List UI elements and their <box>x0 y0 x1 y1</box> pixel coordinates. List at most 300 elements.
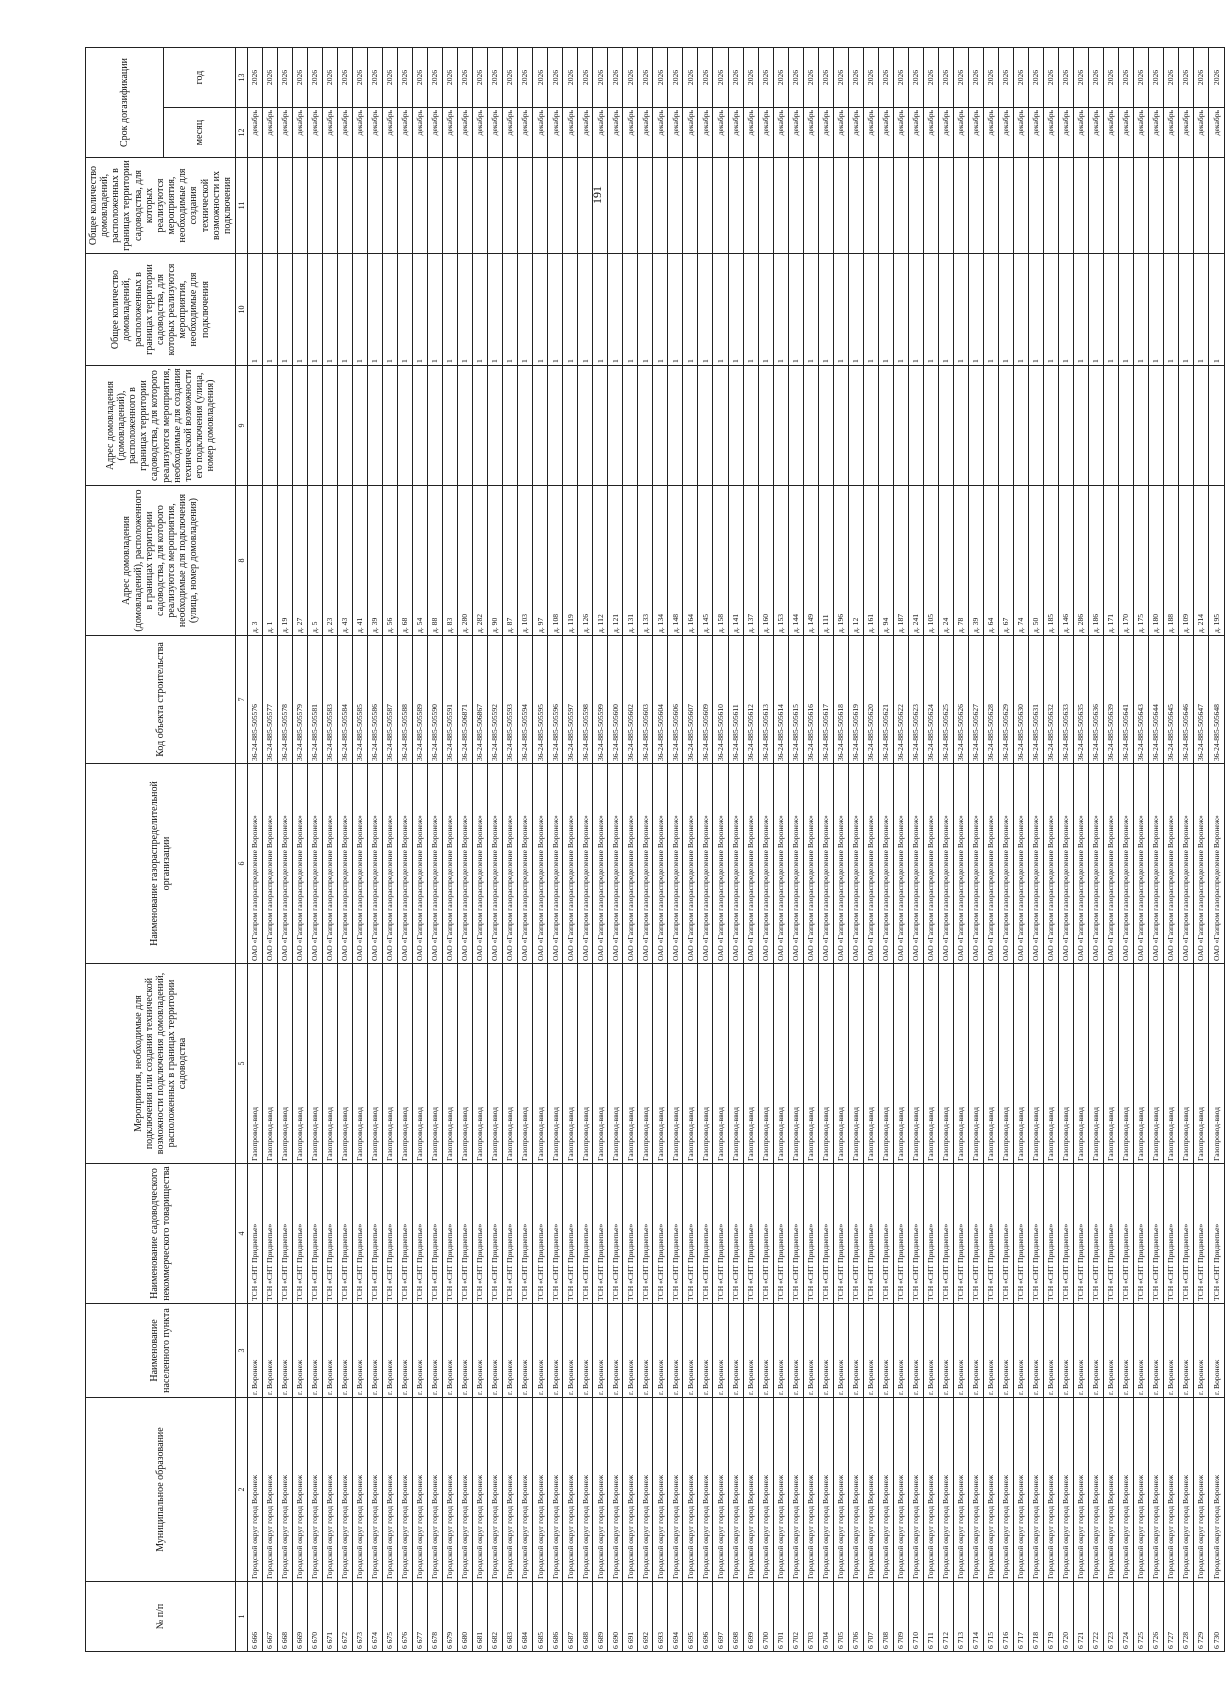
table-row <box>278 48 293 1652</box>
municipality-cell: Городской округ город Воронеж <box>683 1398 698 1582</box>
table-row <box>1013 48 1028 1652</box>
deadline-month-cell: декабрь <box>428 108 443 158</box>
count-capacity-cell <box>758 158 773 254</box>
gas-org-cell: ОАО «Газпром газораспределение Воронеж» <box>983 764 998 964</box>
snt-name-cell: ТСН «СНТ Приднепье» <box>998 1164 1013 1304</box>
gas-org-cell: ОАО «Газпром газораспределение Воронеж» <box>503 764 518 964</box>
header-deadline: Срок догазификации <box>86 48 164 158</box>
address-capacity-cell <box>908 366 923 486</box>
municipality-cell: Городской округ город Воронеж <box>1013 1398 1028 1582</box>
table-row <box>248 48 263 1652</box>
settlement-cell: г. Воронеж <box>1073 1304 1088 1398</box>
snt-name-cell: ТСН «СНТ Приднепье» <box>1148 1164 1163 1304</box>
deadline-year-cell: 2026 <box>818 48 833 108</box>
row-number-cell: 6 666 <box>248 1582 263 1652</box>
address-connection-cell: д. 149 <box>803 486 818 636</box>
deadline-year-cell: 2026 <box>278 48 293 108</box>
municipality-cell: Городской округ город Воронеж <box>428 1398 443 1582</box>
settlement-cell: г. Воронеж <box>878 1304 893 1398</box>
row-number-cell: 6 729 <box>1193 1582 1208 1652</box>
gas-org-cell: ОАО «Газпром газораспределение Воронеж» <box>758 764 773 964</box>
gas-org-cell: ОАО «Газпром газораспределение Воронеж» <box>398 764 413 964</box>
settlement-cell: г. Воронеж <box>983 1304 998 1398</box>
address-capacity-cell <box>743 366 758 486</box>
object-code-cell: 36-24-885-505641 <box>1118 636 1133 764</box>
deadline-year-cell: 2026 <box>893 48 908 108</box>
address-connection-cell: д. 119 <box>563 486 578 636</box>
snt-name-cell: ТСН «СНТ Приднепье» <box>533 1164 548 1304</box>
gas-org-cell: ОАО «Газпром газораспределение Воронеж» <box>1193 764 1208 964</box>
deadline-month-cell: декабрь <box>533 108 548 158</box>
deadline-year-cell: 2026 <box>308 48 323 108</box>
measure-cell: Газопровод-ввод <box>608 964 623 1164</box>
object-code-cell: 36-24-885-505618 <box>833 636 848 764</box>
count-capacity-cell <box>473 158 488 254</box>
deadline-month-cell: декабрь <box>1088 108 1103 158</box>
address-capacity-cell <box>1178 366 1193 486</box>
table-row <box>338 48 353 1652</box>
table-row <box>578 48 593 1652</box>
deadline-year-cell: 2026 <box>593 48 608 108</box>
address-capacity-cell <box>773 366 788 486</box>
deadline-year-cell: 2026 <box>728 48 743 108</box>
snt-name-cell: ТСН «СНТ Приднепье» <box>848 1164 863 1304</box>
row-number-cell: 6 714 <box>968 1582 983 1652</box>
count-capacity-cell <box>863 158 878 254</box>
address-capacity-cell <box>503 366 518 486</box>
column-number: 5 <box>236 964 248 1164</box>
object-code-cell: 36-24-885-505628 <box>983 636 998 764</box>
count-capacity-cell <box>353 158 368 254</box>
object-code-cell: 36-24-885-505599 <box>593 636 608 764</box>
deadline-month-cell: декабрь <box>878 108 893 158</box>
table-row <box>488 48 503 1652</box>
object-code-cell: 36-24-885-505623 <box>908 636 923 764</box>
gas-org-cell: ОАО «Газпром газораспределение Воронеж» <box>953 764 968 964</box>
count-connection-cell: 1 <box>308 254 323 366</box>
address-capacity-cell <box>398 366 413 486</box>
address-connection-cell: д. 43 <box>338 486 353 636</box>
deadline-month-cell: декабрь <box>1163 108 1178 158</box>
gas-org-cell: ОАО «Газпром газораспределение Воронеж» <box>563 764 578 964</box>
settlement-cell: г. Воронеж <box>698 1304 713 1398</box>
settlement-cell: г. Воронеж <box>308 1304 323 1398</box>
gas-org-cell: ОАО «Газпром газораспределение Воронеж» <box>653 764 668 964</box>
municipality-cell: Городской округ город Воронеж <box>1103 1398 1118 1582</box>
address-capacity-cell <box>1058 366 1073 486</box>
count-capacity-cell <box>518 158 533 254</box>
municipality-cell: Городской округ город Воронеж <box>788 1398 803 1582</box>
count-connection-cell: 1 <box>593 254 608 366</box>
settlement-cell: г. Воронеж <box>938 1304 953 1398</box>
header-count-connection: Общее количество домовладений, расположенных в границах территории садоводства, для которых реализуются мероприятия, необходимые для подключения <box>86 254 236 366</box>
settlement-cell: г. Воронеж <box>368 1304 383 1398</box>
row-number-cell: 6 712 <box>938 1582 953 1652</box>
count-capacity-cell <box>308 158 323 254</box>
row-number-cell: 6 702 <box>788 1582 803 1652</box>
settlement-cell: г. Воронеж <box>443 1304 458 1398</box>
deadline-year-cell: 2026 <box>1193 48 1208 108</box>
count-connection-cell: 1 <box>488 254 503 366</box>
count-capacity-cell <box>263 158 278 254</box>
municipality-cell: Городской округ город Воронеж <box>578 1398 593 1582</box>
count-capacity-cell <box>1163 158 1178 254</box>
table-row <box>413 48 428 1652</box>
deadline-month-cell: декабрь <box>803 108 818 158</box>
snt-name-cell: ТСН «СНТ Приднепье» <box>893 1164 908 1304</box>
count-connection-cell: 1 <box>968 254 983 366</box>
row-number-cell: 6 711 <box>923 1582 938 1652</box>
address-connection-cell: д. 87 <box>503 486 518 636</box>
measure-cell: Газопровод-ввод <box>1058 964 1073 1164</box>
municipality-cell: Городской округ город Воронеж <box>398 1398 413 1582</box>
address-capacity-cell <box>713 366 728 486</box>
deadline-year-cell: 2026 <box>608 48 623 108</box>
address-connection-cell: д. 88 <box>428 486 443 636</box>
deadline-month-cell: декабрь <box>503 108 518 158</box>
address-capacity-cell <box>698 366 713 486</box>
object-code-cell: 36-24-885-505587 <box>383 636 398 764</box>
deadline-month-cell: декабрь <box>398 108 413 158</box>
municipality-cell: Городской округ город Воронеж <box>773 1398 788 1582</box>
row-number-cell: 6 723 <box>1103 1582 1118 1652</box>
snt-name-cell: ТСН «СНТ Приднепье» <box>803 1164 818 1304</box>
column-number: 4 <box>236 1164 248 1304</box>
snt-name-cell: ТСН «СНТ Приднепье» <box>278 1164 293 1304</box>
count-capacity-cell <box>608 158 623 254</box>
count-capacity-cell <box>398 158 413 254</box>
municipality-cell: Городской округ город Воронеж <box>1043 1398 1058 1582</box>
address-capacity-cell <box>1043 366 1058 486</box>
count-capacity-cell <box>743 158 758 254</box>
count-connection-cell: 1 <box>713 254 728 366</box>
snt-name-cell: ТСН «СНТ Приднепье» <box>1028 1164 1043 1304</box>
count-capacity-cell <box>548 158 563 254</box>
address-capacity-cell <box>443 366 458 486</box>
address-connection-cell: д. 108 <box>548 486 563 636</box>
deadline-month-cell: декабрь <box>1028 108 1043 158</box>
measure-cell: Газопровод-ввод <box>1013 964 1028 1164</box>
count-capacity-cell <box>293 158 308 254</box>
count-connection-cell: 1 <box>1133 254 1148 366</box>
settlement-cell: г. Воронеж <box>413 1304 428 1398</box>
table-row <box>1163 48 1178 1652</box>
address-capacity-cell <box>758 366 773 486</box>
object-code-cell: 36-24-885-505581 <box>308 636 323 764</box>
deadline-month-cell: декабрь <box>773 108 788 158</box>
address-capacity-cell <box>488 366 503 486</box>
measure-cell: Газопровод-ввод <box>908 964 923 1164</box>
address-connection-cell: д. 111 <box>818 486 833 636</box>
column-number: 3 <box>236 1304 248 1398</box>
address-connection-cell: д. 105 <box>923 486 938 636</box>
table-row <box>863 48 878 1652</box>
gas-org-cell: ОАО «Газпром газораспределение Воронеж» <box>368 764 383 964</box>
deadline-year-cell: 2026 <box>773 48 788 108</box>
snt-name-cell: ТСН «СНТ Приднепье» <box>353 1164 368 1304</box>
count-connection-cell: 1 <box>1028 254 1043 366</box>
settlement-cell: г. Воронеж <box>1209 1304 1225 1398</box>
count-capacity-cell <box>1073 158 1088 254</box>
measure-cell: Газопровод-ввод <box>1103 964 1118 1164</box>
address-connection-cell: д. 134 <box>653 486 668 636</box>
measure-cell: Газопровод-ввод <box>533 964 548 1164</box>
deadline-year-cell: 2026 <box>458 48 473 108</box>
deadline-month-cell: декабрь <box>653 108 668 158</box>
gas-org-cell: ОАО «Газпром газораспределение Воронеж» <box>998 764 1013 964</box>
table-row <box>473 48 488 1652</box>
address-connection-cell: д. 56 <box>383 486 398 636</box>
table-row <box>713 48 728 1652</box>
object-code-cell: 36-24-885-505621 <box>878 636 893 764</box>
object-code-cell: 36-24-885-505586 <box>368 636 383 764</box>
row-number-cell: 6 695 <box>683 1582 698 1652</box>
municipality-cell: Городской округ город Воронеж <box>653 1398 668 1582</box>
deadline-year-cell: 2026 <box>338 48 353 108</box>
address-capacity-cell <box>278 366 293 486</box>
count-connection-cell: 1 <box>683 254 698 366</box>
count-connection-cell: 1 <box>368 254 383 366</box>
address-capacity-cell <box>428 366 443 486</box>
row-number-cell: 6 704 <box>818 1582 833 1652</box>
row-number-cell: 6 670 <box>308 1582 323 1652</box>
address-capacity-cell <box>653 366 668 486</box>
object-code-cell: 36-24-885-505590 <box>428 636 443 764</box>
object-code-cell: 36-24-885-505631 <box>1028 636 1043 764</box>
measure-cell: Газопровод-ввод <box>758 964 773 1164</box>
gas-org-cell: ОАО «Газпром газораспределение Воронеж» <box>908 764 923 964</box>
snt-name-cell: ТСН «СНТ Приднепье» <box>638 1164 653 1304</box>
snt-name-cell: ТСН «СНТ Приднепье» <box>1103 1164 1118 1304</box>
municipality-cell: Городской округ город Воронеж <box>473 1398 488 1582</box>
count-capacity-cell <box>923 158 938 254</box>
deadline-month-cell: декабрь <box>968 108 983 158</box>
count-connection-cell: 1 <box>248 254 263 366</box>
gas-org-cell: ОАО «Газпром газораспределение Воронеж» <box>308 764 323 964</box>
count-connection-cell: 1 <box>833 254 848 366</box>
address-capacity-cell <box>1163 366 1178 486</box>
deadline-month-cell: декабрь <box>1209 108 1225 158</box>
count-connection-cell: 1 <box>428 254 443 366</box>
snt-name-cell: ТСН «СНТ Приднепье» <box>1118 1164 1133 1304</box>
count-connection-cell: 1 <box>263 254 278 366</box>
municipality-cell: Городской округ город Воронеж <box>923 1398 938 1582</box>
row-number-cell: 6 730 <box>1209 1582 1225 1652</box>
measure-cell: Газопровод-ввод <box>818 964 833 1164</box>
column-number: 13 <box>236 48 248 108</box>
address-capacity-cell <box>998 366 1013 486</box>
municipality-cell: Городской округ город Воронеж <box>893 1398 908 1582</box>
gas-org-cell: ОАО «Газпром газораспределение Воронеж» <box>293 764 308 964</box>
measure-cell: Газопровод-ввод <box>878 964 893 1164</box>
deadline-year-cell: 2026 <box>803 48 818 108</box>
address-connection-cell: д. 186 <box>1088 486 1103 636</box>
gas-org-cell: ОАО «Газпром газораспределение Воронеж» <box>1148 764 1163 964</box>
address-connection-cell: д. 196 <box>833 486 848 636</box>
gas-org-cell: ОАО «Газпром газораспределение Воронеж» <box>473 764 488 964</box>
address-capacity-cell <box>638 366 653 486</box>
address-connection-cell: д. 39 <box>368 486 383 636</box>
measure-cell: Газопровод-ввод <box>938 964 953 1164</box>
deadline-year-cell: 2026 <box>353 48 368 108</box>
count-connection-cell: 1 <box>1043 254 1058 366</box>
municipality-cell: Городской округ город Воронеж <box>488 1398 503 1582</box>
snt-name-cell: ТСН «СНТ Приднепье» <box>398 1164 413 1304</box>
municipality-cell: Городской округ город Воронеж <box>1073 1398 1088 1582</box>
object-code-cell: 36-24-885-506871 <box>458 636 473 764</box>
gas-org-cell: ОАО «Газпром газораспределение Воронеж» <box>443 764 458 964</box>
count-connection-cell: 1 <box>743 254 758 366</box>
object-code-cell: 36-24-885-505633 <box>1058 636 1073 764</box>
object-code-cell: 36-24-885-505644 <box>1148 636 1163 764</box>
gas-org-cell: ОАО «Газпром газораспределение Воронеж» <box>1088 764 1103 964</box>
gasification-table <box>85 47 1225 1652</box>
measure-cell: Газопровод-ввод <box>338 964 353 1164</box>
snt-name-cell: ТСН «СНТ Приднепье» <box>1058 1164 1073 1304</box>
row-number-cell: 6 708 <box>878 1582 893 1652</box>
object-code-cell: 36-24-885-505583 <box>323 636 338 764</box>
snt-name-cell: ТСН «СНТ Приднепье» <box>338 1164 353 1304</box>
table-row <box>1148 48 1163 1652</box>
deadline-month-cell: декабрь <box>638 108 653 158</box>
measure-cell: Газопровод-ввод <box>323 964 338 1164</box>
count-capacity-cell <box>1148 158 1163 254</box>
count-connection-cell: 1 <box>413 254 428 366</box>
address-capacity-cell <box>953 366 968 486</box>
count-capacity-cell <box>908 158 923 254</box>
table-row <box>893 48 908 1652</box>
row-number-cell: 6 718 <box>1028 1582 1043 1652</box>
deadline-month-cell: декабрь <box>908 108 923 158</box>
settlement-cell: г. Воронеж <box>323 1304 338 1398</box>
deadline-year-cell: 2026 <box>263 48 278 108</box>
municipality-cell: Городской округ город Воронеж <box>248 1398 263 1582</box>
deadline-year-cell: 2026 <box>758 48 773 108</box>
address-capacity-cell <box>1103 366 1118 486</box>
count-capacity-cell <box>998 158 1013 254</box>
measure-cell: Газопровод-ввод <box>1073 964 1088 1164</box>
count-capacity-cell <box>713 158 728 254</box>
row-number-cell: 6 719 <box>1043 1582 1058 1652</box>
gas-org-cell: ОАО «Газпром газораспределение Воронеж» <box>1118 764 1133 964</box>
table-row <box>503 48 518 1652</box>
count-connection-cell: 1 <box>1103 254 1118 366</box>
deadline-month-cell: декабрь <box>938 108 953 158</box>
deadline-year-cell: 2026 <box>413 48 428 108</box>
address-connection-cell: д. 133 <box>638 486 653 636</box>
municipality-cell: Городской округ город Воронеж <box>728 1398 743 1582</box>
measure-cell: Газопровод-ввод <box>428 964 443 1164</box>
address-connection-cell: д. 241 <box>908 486 923 636</box>
count-connection-cell: 1 <box>818 254 833 366</box>
deadline-year-cell: 2026 <box>1103 48 1118 108</box>
deadline-month-cell: декабрь <box>893 108 908 158</box>
header-settlement: Наименование населенного пункта <box>86 1304 236 1398</box>
gas-org-cell: ОАО «Газпром газораспределение Воронеж» <box>1043 764 1058 964</box>
count-connection-cell: 1 <box>1178 254 1193 366</box>
deadline-month-cell: декабрь <box>953 108 968 158</box>
table-row <box>263 48 278 1652</box>
deadline-month-cell: декабрь <box>998 108 1013 158</box>
measure-cell: Газопровод-ввод <box>953 964 968 1164</box>
row-number-cell: 6 717 <box>1013 1582 1028 1652</box>
object-code-cell: 36-24-885-505576 <box>248 636 263 764</box>
gas-org-cell: ОАО «Газпром газораспределение Воронеж» <box>1103 764 1118 964</box>
measure-cell: Газопровод-ввод <box>743 964 758 1164</box>
row-number-cell: 6 691 <box>623 1582 638 1652</box>
address-capacity-cell <box>788 366 803 486</box>
measure-cell: Газопровод-ввод <box>1118 964 1133 1164</box>
gas-org-cell: ОАО «Газпром газораспределение Воронеж» <box>833 764 848 964</box>
object-code-cell: 36-24-885-505609 <box>698 636 713 764</box>
measure-cell: Газопровод-ввод <box>368 964 383 1164</box>
snt-name-cell: ТСН «СНТ Приднепье» <box>248 1164 263 1304</box>
measure-cell: Газопровод-ввод <box>473 964 488 1164</box>
gas-org-cell: ОАО «Газпром газораспределение Воронеж» <box>383 764 398 964</box>
address-connection-cell: д. 64 <box>983 486 998 636</box>
count-connection-cell: 1 <box>923 254 938 366</box>
deadline-year-cell: 2026 <box>548 48 563 108</box>
deadline-month-cell: декабрь <box>578 108 593 158</box>
address-capacity-cell <box>833 366 848 486</box>
table-row <box>1043 48 1058 1652</box>
deadline-month-cell: декабрь <box>353 108 368 158</box>
address-connection-cell: д. 121 <box>608 486 623 636</box>
column-number: 7 <box>236 636 248 764</box>
municipality-cell: Городской округ город Воронеж <box>638 1398 653 1582</box>
gas-org-cell: ОАО «Газпром газораспределение Воронеж» <box>458 764 473 964</box>
address-connection-cell: д. 67 <box>998 486 1013 636</box>
count-capacity-cell <box>368 158 383 254</box>
row-number-cell: 6 689 <box>593 1582 608 1652</box>
settlement-cell: г. Воронеж <box>1013 1304 1028 1398</box>
deadline-year-cell: 2026 <box>578 48 593 108</box>
address-capacity-cell <box>1073 366 1088 486</box>
count-capacity-cell <box>668 158 683 254</box>
row-number-cell: 6 721 <box>1073 1582 1088 1652</box>
address-capacity-cell <box>473 366 488 486</box>
address-connection-cell: д. 141 <box>728 486 743 636</box>
municipality-cell: Городской округ город Воронеж <box>308 1398 323 1582</box>
table-row <box>1178 48 1193 1652</box>
count-capacity-cell <box>683 158 698 254</box>
count-connection-cell: 1 <box>773 254 788 366</box>
address-connection-cell: д. 164 <box>683 486 698 636</box>
measure-cell: Газопровод-ввод <box>398 964 413 1164</box>
snt-name-cell: ТСН «СНТ Приднепье» <box>668 1164 683 1304</box>
address-capacity-cell <box>968 366 983 486</box>
address-connection-cell: д. 78 <box>953 486 968 636</box>
settlement-cell: г. Воронеж <box>863 1304 878 1398</box>
row-number-cell: 6 676 <box>398 1582 413 1652</box>
address-capacity-cell <box>263 366 278 486</box>
settlement-cell: г. Воронеж <box>1058 1304 1073 1398</box>
measure-cell: Газопровод-ввод <box>923 964 938 1164</box>
address-connection-cell: д. 54 <box>413 486 428 636</box>
municipality-cell: Городской округ город Воронеж <box>938 1398 953 1582</box>
measure-cell: Газопровод-ввод <box>578 964 593 1164</box>
deadline-month-cell: декабрь <box>1058 108 1073 158</box>
gas-org-cell: ОАО «Газпром газораспределение Воронеж» <box>788 764 803 964</box>
table-row <box>518 48 533 1652</box>
object-code-cell: 36-24-885-505627 <box>968 636 983 764</box>
gas-org-cell: ОАО «Газпром газораспределение Воронеж» <box>1013 764 1028 964</box>
object-code-cell: 36-24-885-505630 <box>1013 636 1028 764</box>
municipality-cell: Городской округ город Воронеж <box>968 1398 983 1582</box>
address-connection-cell: д. 131 <box>623 486 638 636</box>
address-capacity-cell <box>518 366 533 486</box>
count-connection-cell: 1 <box>1193 254 1208 366</box>
